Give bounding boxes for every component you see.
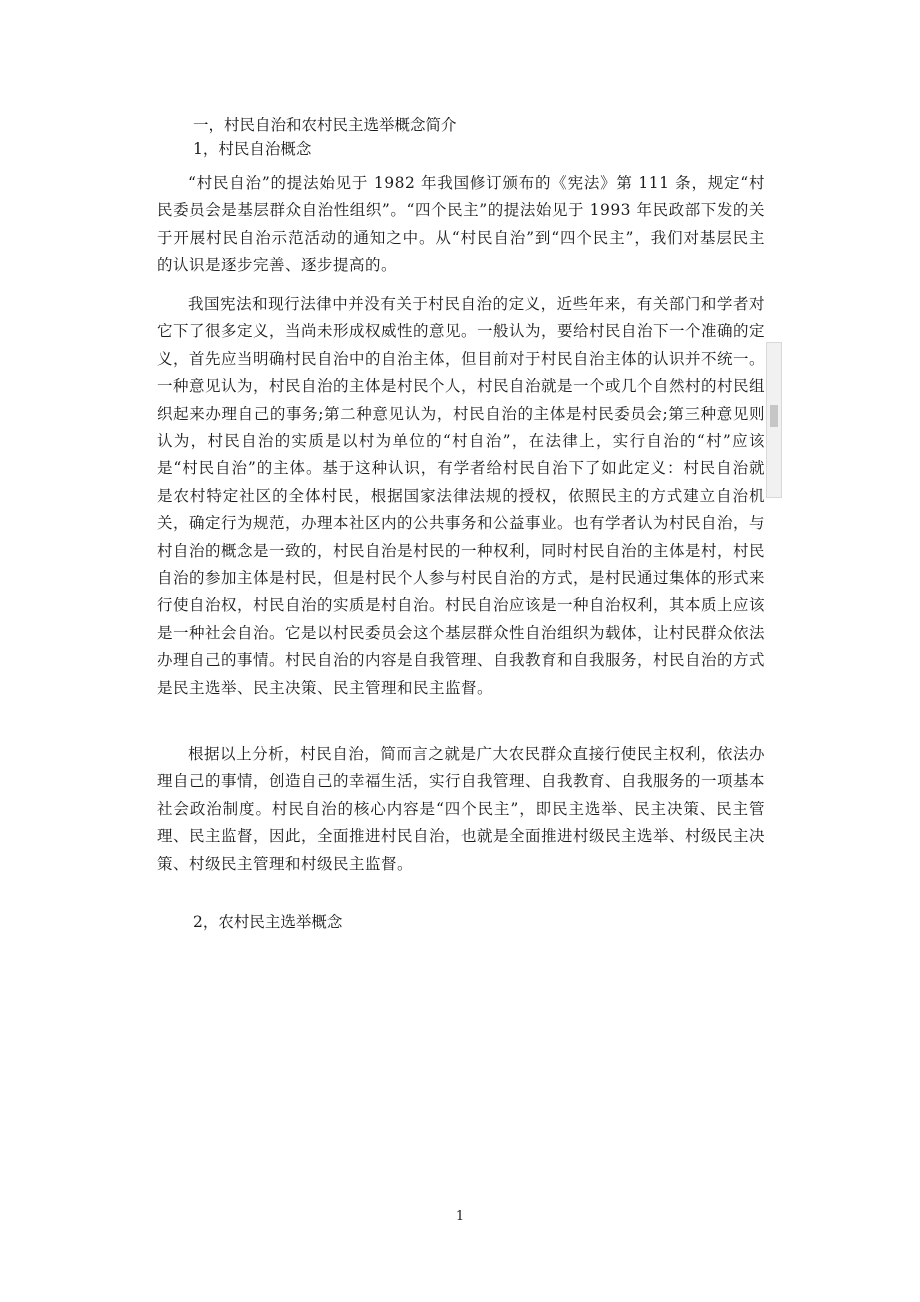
subsection-title-1: 1，村民自治概念 <box>193 140 312 158</box>
scrollbar-thumb[interactable] <box>770 405 778 427</box>
paragraph-3: 根据以上分析，村民自治，简而言之就是广大农民群众直接行使民主权利，依法办理自己的事情，创造自己的幸福生活，实行自我管理、自我教育、自我服务的一项基本社会政治制度。村民自治的核心内容是“四个民主”，即民主选举、民主决策、民主管理、民主监督，因此，全面推进村民自治，也就是全面推进村级民主选举、村级民主决策、村级民主管理和村级民主监督。 <box>157 745 766 873</box>
paragraph-1: “村民自治”的提法始见于 1982 年我国修订颁布的《宪法》第 111 条，规定“村民委员会是基层群众自治性组织”。“四个民主”的提法始见于 1993 年民政部下发的关于开展村民自治示范活动的通知之中。从“村民自治”到“四个民主”，我们对基层民主的认识是逐步完善、逐步提高的。 <box>157 174 765 275</box>
subsection-title-2: 2，农村民主选举概念 <box>193 913 343 931</box>
section-title: 一，村民自治和农村民主选举概念简介 <box>193 116 457 134</box>
page-number: 1 <box>455 1209 465 1224</box>
paragraph-2: 我国宪法和现行法律中并没有关于村民自治的定义，近些年来，有关部门和学者对它下了很多定义，当尚未形成权威性的意见。一般认为，要给村民自治下一个准确的定义，首先应当明确村民自治中的自治主体，但目前对于村民自治主体的认识并不统一。一种意见认为，村民自治的主体是村民个人，村民自治就是一个或几个自然村的村民组织起来办理自己的事务;第二种意见认为，村民自治的主体是村民委员会;第三种意见则认为，村民自治的实质是以村为单位的“村自治”，在法律上，实行自治的“村”应该是“村民自治”的主体。基于这种认识，有学者给村民自治下了如此定义：村民自治就是农村特定社区的全体村民，根据国家法律法规的授权，依照民主的方式建立自治机关，确定行为规范，办理本社区内的公共事务和公益事业。也有学者认为村民自治，与村自治的概念是一致的，村民自治是村民的一种权利，同时村民自治的主体是村，村民自治的参加主体是村民，但是村民个人参与村民自治的方式，是村民通过集体的形式来行使自治权，村民自治的实质是村自治。村民自治应该是一种自治权利，其本质上应该是一种社会自治。它是以村民委员会这个基层群众性自治组织为载体，让村民群众依法办理自己的事情。村民自治的内容是自我管理、自我教育和自我服务，村民自治的方式是民主选举、民主决策、民主管理和民主监督。 <box>157 295 766 697</box>
scrollbar[interactable] <box>766 342 782 498</box>
